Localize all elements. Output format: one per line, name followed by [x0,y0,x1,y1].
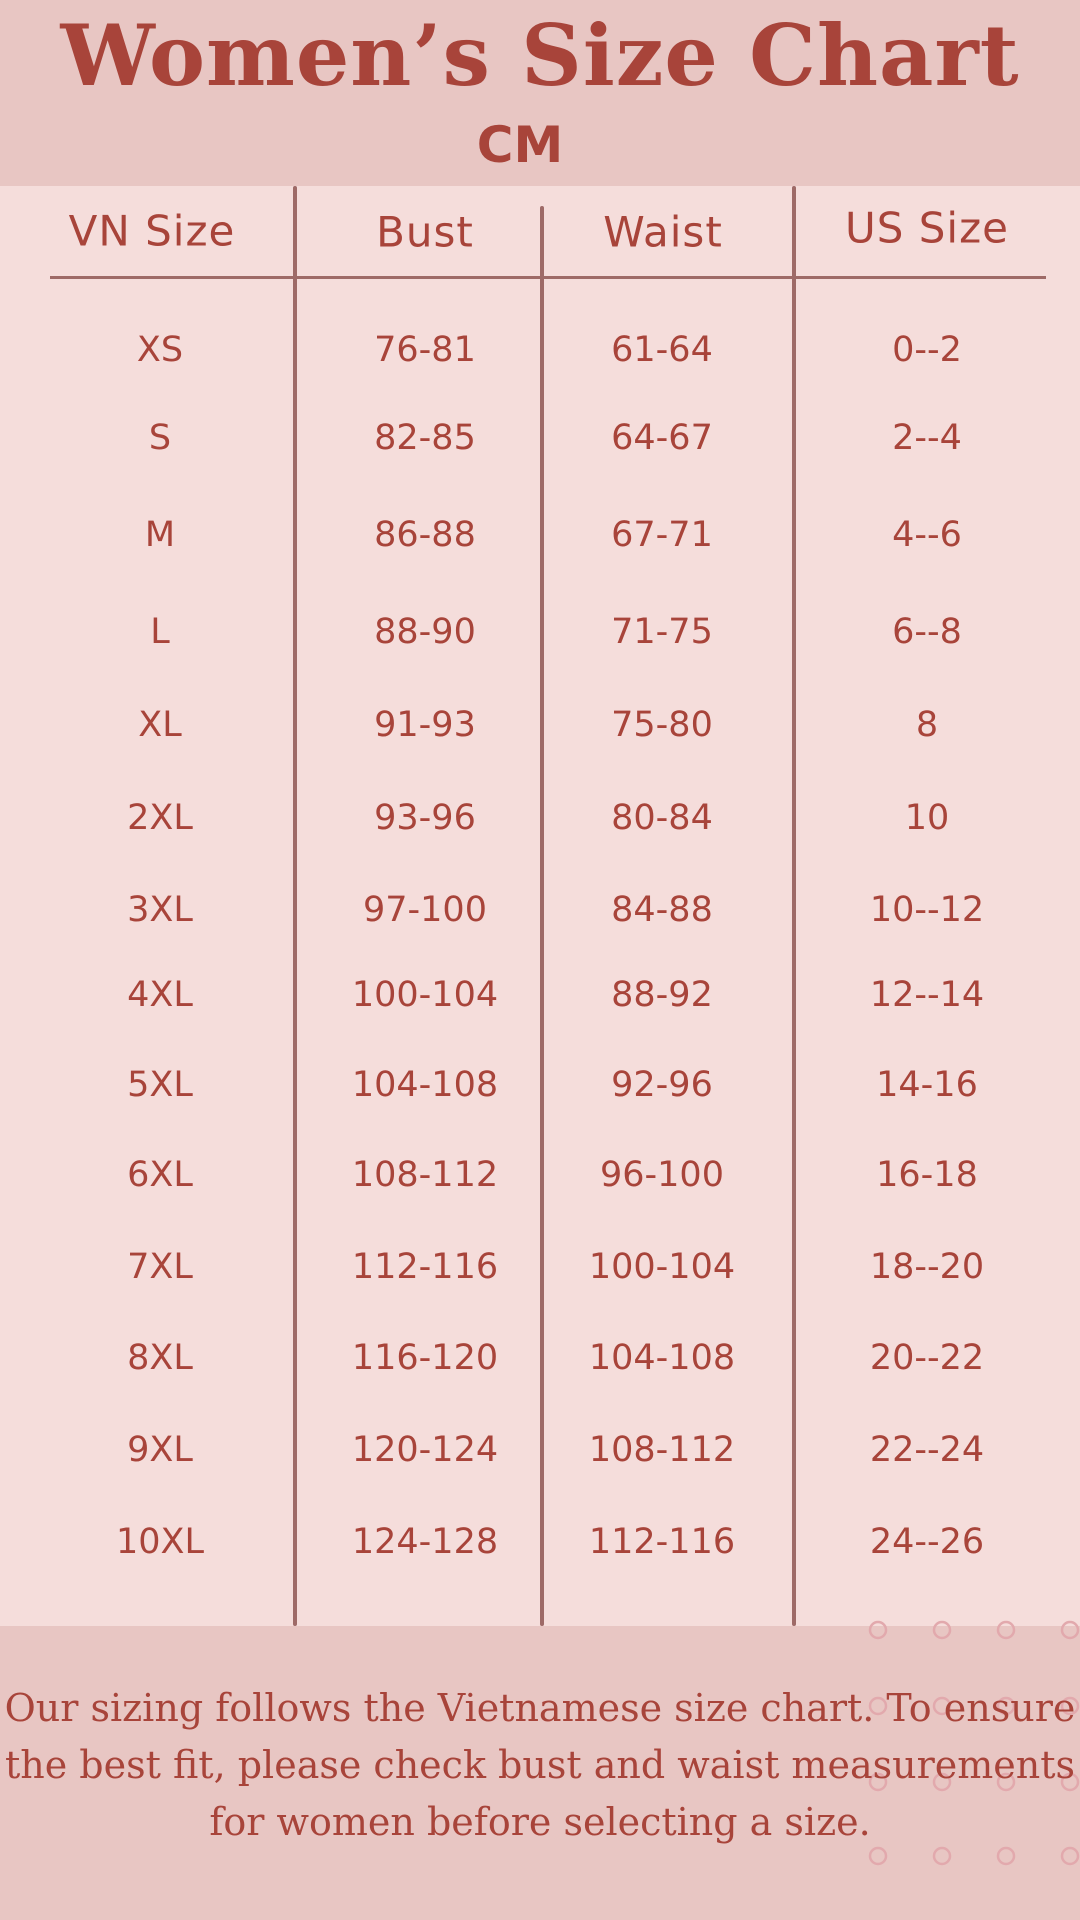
cell-vn-size: 3XL [127,890,193,930]
column-header-waist: Waist [603,207,723,257]
cell-us-size: 8 [915,705,939,745]
cell-us-size: 12--14 [869,975,985,1015]
page-title: Women’s Size Chart [60,6,1020,105]
sizing-note-line-2: the best fit, please check bust and waist measurements [4,1743,1075,1787]
cell-bust: 112-116 [351,1247,499,1287]
cell-vn-size: 2XL [127,798,193,838]
cell-bust: 104-108 [351,1065,499,1105]
cell-bust: 97-100 [363,890,487,930]
cell-us-size: 2--4 [892,418,962,458]
cell-waist: 75-80 [611,705,713,745]
cell-waist: 64-67 [611,418,713,458]
cell-us-size: 20--22 [869,1338,985,1378]
cell-vn-size: M [144,515,176,555]
decor-dot [870,1622,886,1638]
column-header-bust: Bust [376,207,474,257]
cell-waist: 112-116 [588,1522,736,1562]
cell-bust: 82-85 [374,418,476,458]
sizing-note [0,1680,1080,1851]
cell-us-size: 10 [904,798,950,838]
column-header-us-size: US Size [845,203,1009,253]
cell-waist: 96-100 [600,1155,724,1195]
cell-us-size: 6--8 [892,612,962,652]
sizing-note-line-1: Our sizing follows the Vietnamese size chart. To ensure [4,1686,1076,1730]
sizing-note-line-3: for women before selecting a size. [209,1800,871,1844]
cell-bust: 120-124 [351,1430,499,1470]
cell-waist: 88-92 [611,975,713,1015]
cell-waist: 67-71 [611,515,713,555]
cell-vn-size: 10XL [115,1522,204,1562]
decor-dot [934,1622,950,1638]
cell-us-size: 24--26 [869,1522,985,1562]
cell-waist: 108-112 [588,1430,736,1470]
cell-us-size: 10--12 [869,890,985,930]
column-divider-3 [792,186,796,1626]
cell-waist: 92-96 [611,1065,713,1105]
cell-vn-size: 9XL [127,1430,193,1470]
cell-bust: 86-88 [374,515,476,555]
cell-bust: 76-81 [374,330,476,370]
cell-vn-size: XL [138,705,182,745]
cell-waist: 100-104 [588,1247,736,1287]
cell-bust: 91-93 [374,705,476,745]
cell-us-size: 22--24 [869,1430,985,1470]
cell-bust: 93-96 [374,798,476,838]
cell-vn-size: XS [136,330,184,370]
cell-vn-size: L [150,612,170,652]
cell-waist: 80-84 [611,798,713,838]
cell-us-size: 0--2 [892,330,962,370]
cell-waist: 84-88 [611,890,713,930]
cell-vn-size: 8XL [127,1338,193,1378]
cell-waist: 61-64 [611,330,713,370]
column-header-vn-size: VN Size [68,206,236,256]
cell-vn-size: 4XL [127,975,193,1015]
cell-waist: 71-75 [611,612,713,652]
cell-vn-size: S [148,418,172,458]
cell-vn-size: 7XL [127,1247,193,1287]
cell-us-size: 18--20 [869,1247,985,1287]
cell-bust: 116-120 [351,1338,499,1378]
unit-label: CM [476,116,564,174]
cell-waist: 104-108 [588,1338,736,1378]
cell-vn-size: 5XL [127,1065,193,1105]
cell-bust: 100-104 [351,975,499,1015]
column-divider-1 [293,186,297,1626]
cell-bust: 88-90 [374,612,476,652]
cell-bust: 124-128 [351,1522,499,1562]
cell-us-size: 4--6 [892,515,962,555]
cell-vn-size: 6XL [127,1155,193,1195]
decor-dot [998,1622,1014,1638]
header-rule [50,276,1046,279]
cell-us-size: 14-16 [876,1065,978,1105]
decor-dot [1062,1622,1078,1638]
cell-bust: 108-112 [351,1155,499,1195]
cell-us-size: 16-18 [876,1155,978,1195]
